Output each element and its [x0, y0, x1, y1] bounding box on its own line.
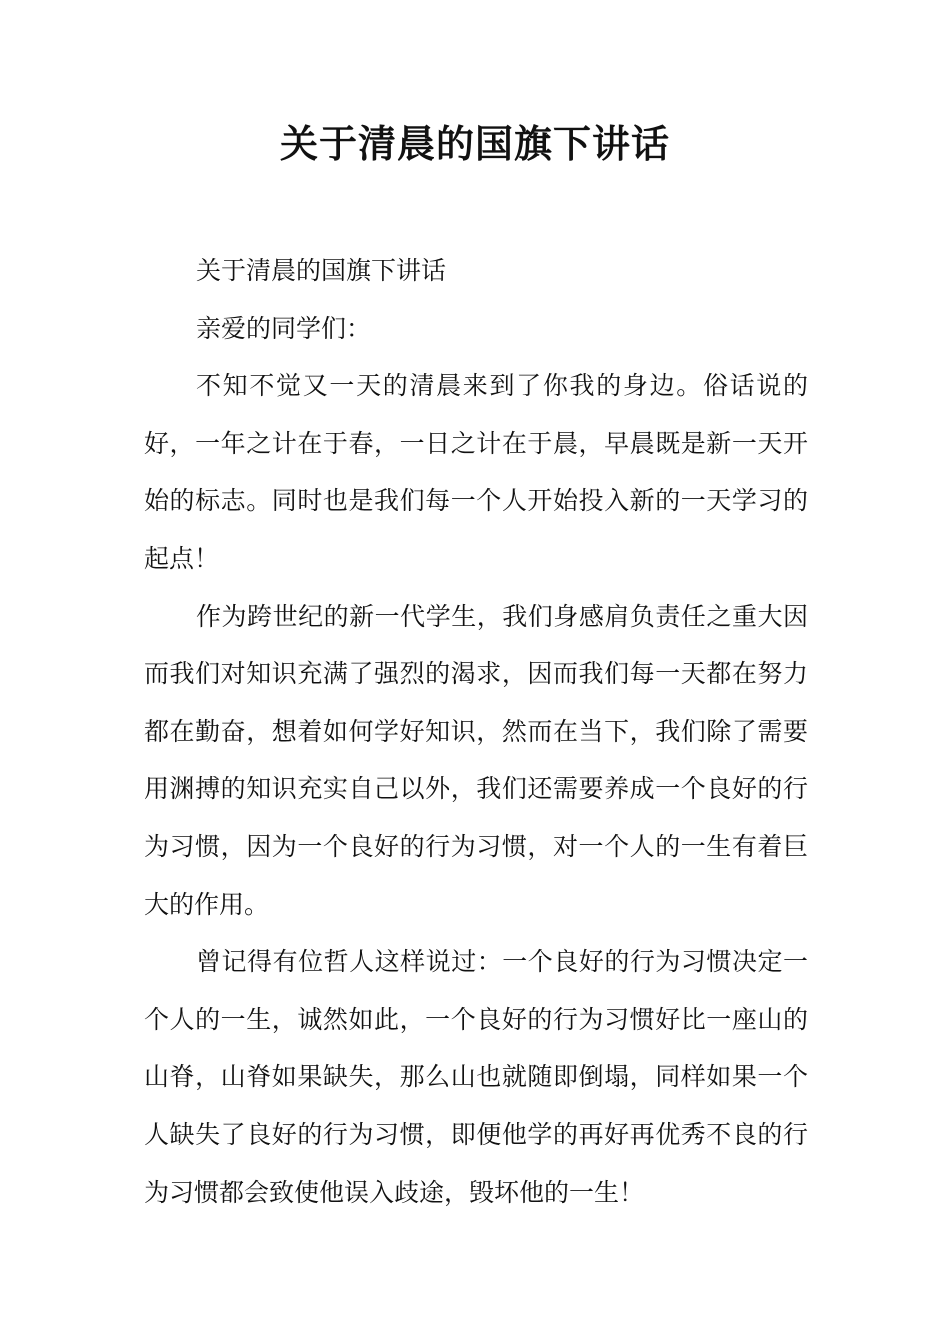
paragraph-salutation: 亲爱的同学们： — [196, 313, 372, 343]
paragraph: 作为跨世纪的新一代学生，我们身感肩负责任之重大因而我们对知识充满了强烈的渴求，因而我们每一天都在努力都在勤奋，想着如何学好知识，然而在当下，我们除了需要用渊搏的知识充实自己以外，我们还需要养成一个良好的行为习惯，因为一个良好的行为习惯，对一个人的一生有着巨大的作用。 — [144, 601, 808, 919]
document-body — [144, 242, 808, 1221]
document-title: 关于清晨的国旗下讲话 — [279, 121, 670, 166]
paragraph-subtitle: 关于清晨的国旗下讲话 — [196, 256, 447, 285]
paragraph: 不知不觉又一天的清晨来到了你我的身边。俗话说的好，一年之计在于春，一日之计在于晨，早晨既是新一天开始的标志。同时也是我们每一个人开始投入新的一天学习的起点！ — [144, 371, 808, 573]
paragraph: 曾记得有位哲人这样说过：一个良好的行为习惯决定一个人的一生，诚然如此，一个良好的行为习惯好比一座山的山脊，山脊如果缺失，那么山也就随即倒塌，同样如果一个人缺失了良好的行为习惯，即便他学的再好再优秀不良的行为习惯都会致使他误入歧途，毁坏他的一生！ — [144, 947, 808, 1207]
